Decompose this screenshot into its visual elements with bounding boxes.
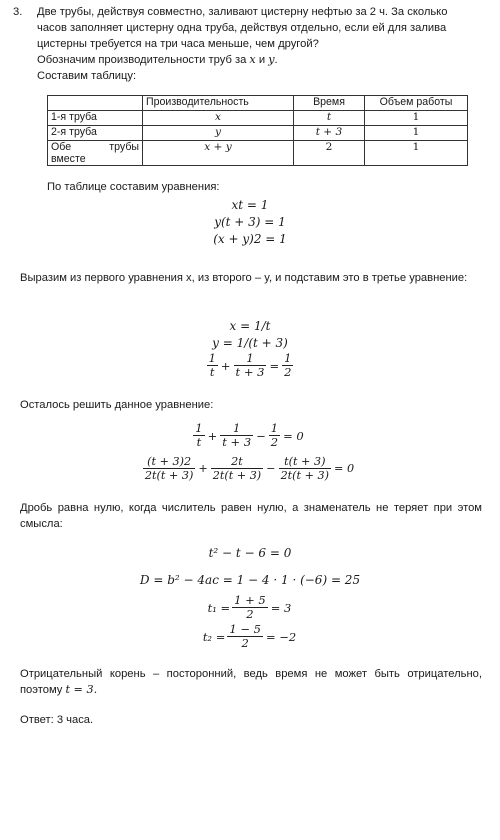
notation-and: и: [255, 54, 269, 66]
substitution-text: Выразим из первого уравнения x, из второго – y, и подставим это в третье уравнение:: [20, 272, 468, 284]
table-row: [48, 111, 468, 126]
table-cell-rate: x + y: [143, 141, 294, 166]
equation-rhs: = 0: [283, 428, 304, 443]
data-table: [47, 95, 468, 166]
denominator: t + 3: [235, 365, 265, 379]
notation-prefix: Обозначим производительности труб за: [37, 54, 250, 66]
operator: +: [220, 358, 231, 373]
numerator: t(t + 3): [284, 455, 326, 468]
quadratic-equation: t² − t − 6 = 0: [208, 546, 292, 560]
fraction: [211, 455, 263, 482]
table-header-cell: Объем работы: [365, 96, 468, 111]
fraction-equation: [0, 352, 500, 379]
fraction-text: Дробь равна нулю, когда числитель равен нулю, а знаменатель не теряет при этом смысла:: [20, 502, 482, 530]
denominator: 2t(t + 3): [280, 469, 330, 482]
denominator: 2: [232, 607, 268, 621]
denominator: t: [207, 365, 218, 379]
notation-var-y: y: [268, 53, 275, 66]
equation-system: [0, 197, 500, 248]
negative-root-text: [20, 666, 482, 698]
table-cell-time: t: [294, 111, 365, 126]
fraction: [220, 422, 253, 449]
fraction: [207, 352, 218, 379]
denominator: 2t(t + 3): [212, 469, 262, 482]
numerator: 1: [195, 421, 203, 435]
root-lhs: t₁ =: [207, 600, 231, 615]
table-header-cell: Время: [294, 96, 365, 111]
denominator: 2: [284, 365, 292, 379]
answer: Ответ: 3 часа.: [20, 714, 94, 726]
numerator: 1 + 5: [234, 593, 266, 607]
denominator: 2: [227, 636, 263, 650]
substitution-equations: [0, 318, 500, 352]
discriminant: D = b² − 4ac = 1 − 4 · 1 · (−6) = 25: [139, 573, 361, 587]
root-rhs: = 3: [270, 600, 292, 615]
operator: =: [269, 358, 280, 373]
solve-line-2: [0, 455, 500, 482]
fraction: [143, 455, 195, 482]
numerator: 1: [270, 421, 279, 435]
root-lhs: t₂ =: [202, 629, 226, 644]
fraction: [234, 352, 267, 379]
root-rhs: = −2: [265, 629, 297, 644]
root-t2: [0, 623, 500, 650]
table-row: [48, 141, 468, 166]
numerator: 1: [233, 421, 241, 435]
root-t1: [0, 594, 500, 621]
table-row: [48, 126, 468, 141]
problem-statement: [13, 4, 477, 84]
table-cell-time: 2: [294, 141, 365, 166]
operator: +: [198, 462, 208, 475]
denominator: t: [193, 435, 204, 449]
numerator: 1: [284, 351, 292, 365]
table-cell-work: 1: [365, 141, 468, 166]
table-cell-work: 1: [365, 126, 468, 141]
fraction: [232, 594, 268, 621]
numerator: (t + 3)2: [147, 455, 192, 468]
notation-period: .: [274, 54, 278, 66]
fraction: [279, 455, 331, 482]
equation-rhs: = 0: [334, 462, 355, 475]
problem-text: Две трубы, действуя совместно, заливают цистерну нефтью за 2 ч. За сколько часов заполняет цистерну одна труба, действуя отдельно, если ей для залива цистерны требуется на три часа меньше, чем другой?: [37, 6, 448, 50]
remain-text: Осталось решить данное уравнение:: [20, 399, 214, 411]
operator: −: [256, 428, 266, 443]
table-cell-time: t + 3: [294, 126, 365, 141]
table-header-cell: [48, 96, 143, 111]
table-cell-label-line1: Обе трубы: [51, 141, 139, 153]
solve-line-1: [0, 422, 500, 449]
table-cell-label-line2: вместе: [51, 153, 86, 165]
equation: y = 1/(t + 3): [212, 336, 288, 350]
numerator: 2t: [231, 455, 243, 468]
numerator: 1: [246, 351, 254, 365]
table-cell-label: [48, 141, 143, 166]
table-cell-label: 2-я труба: [48, 126, 143, 141]
negative-root-value: t = 3.: [65, 683, 98, 696]
table-cell-work: 1: [365, 111, 468, 126]
numerator: 1: [208, 351, 216, 365]
fraction: [269, 422, 280, 449]
equation: xt = 1: [231, 198, 269, 212]
fraction: [193, 422, 204, 449]
table-cell-rate: x: [143, 111, 294, 126]
negative-root-sentence: Отрицательный корень – посторонний, ведь время не может быть отрицательно, поэтому: [20, 668, 482, 696]
denominator: 2: [270, 435, 279, 449]
equation: x = 1/t: [229, 319, 271, 333]
denominator: t + 3: [222, 435, 252, 449]
numerator: 1 − 5: [229, 622, 261, 636]
table-header-row: [48, 96, 468, 111]
equation: (x + y)2 = 1: [213, 232, 287, 246]
table-header-cell: Производительность: [143, 96, 294, 111]
table-cell-rate: y: [143, 126, 294, 141]
table-cell-label: 1-я труба: [48, 111, 143, 126]
table-intro: Составим таблицу:: [37, 70, 137, 82]
fraction: [282, 352, 293, 379]
notation-var-x: x: [249, 53, 256, 66]
operator: −: [266, 462, 276, 475]
problem-number: 3.: [13, 6, 23, 18]
equation: y(t + 3) = 1: [214, 215, 286, 229]
operator: +: [207, 428, 218, 443]
equations-intro: По таблице составим уравнения:: [47, 181, 220, 193]
fraction: [227, 623, 263, 650]
denominator: 2t(t + 3): [144, 469, 194, 482]
